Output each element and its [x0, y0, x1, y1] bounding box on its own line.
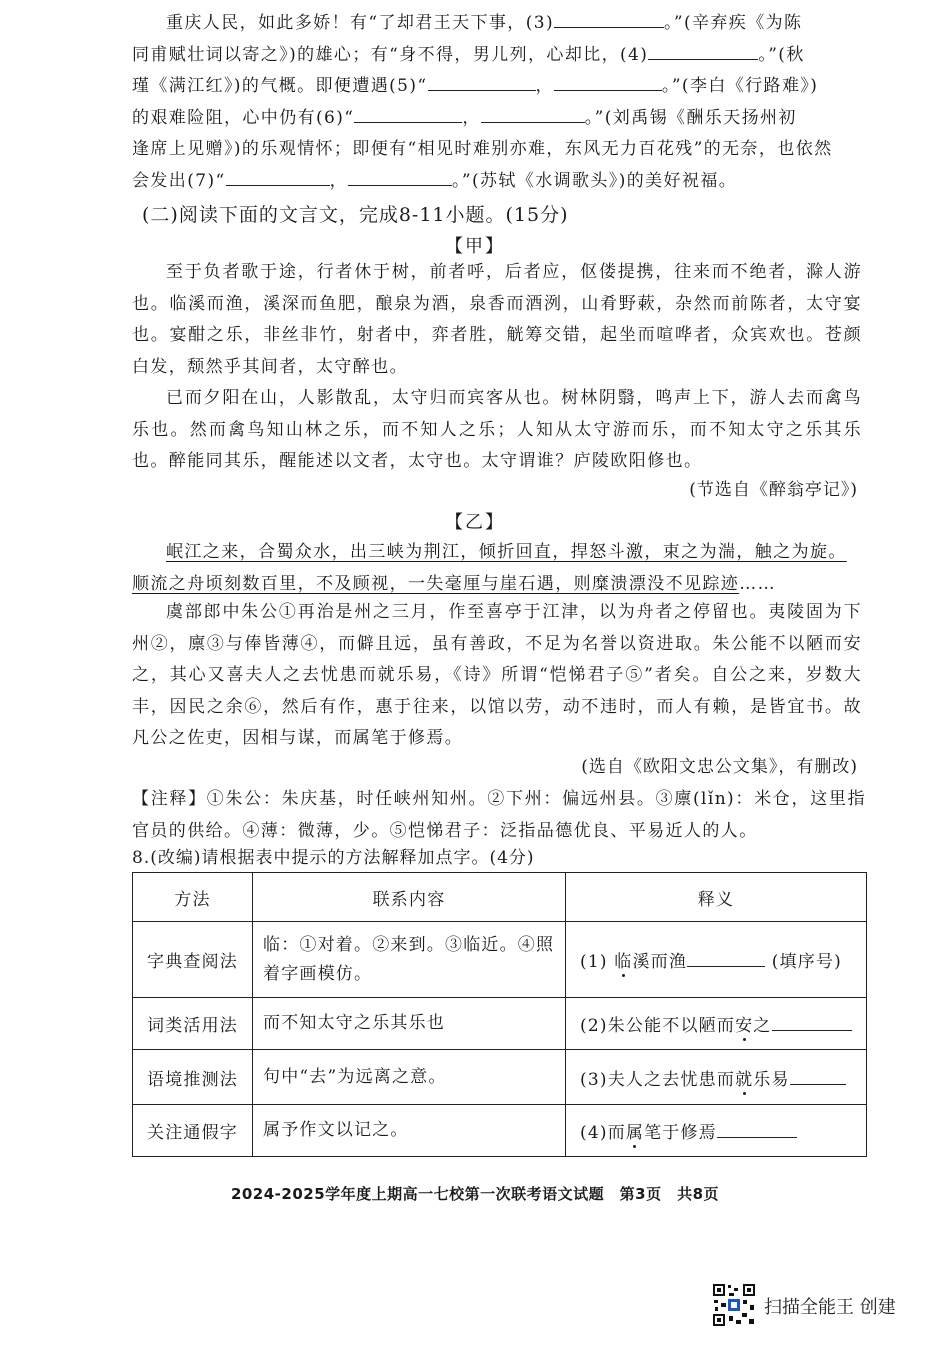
text-run: 笔于修焉: [644, 1123, 717, 1143]
qr-code-icon: [712, 1283, 756, 1327]
underlined-sentence-1: 岷江之来，合蜀众水，出三峡为荆江，倾折回直，捍怒斗激，束之为湍，触之为旋。: [166, 542, 847, 562]
passage-jia-source: (节选自《醉翁亭记》): [689, 480, 858, 500]
answer-blank-4[interactable]: [648, 41, 758, 60]
page-footer: 2024-2025学年度上期高一七校第一次联考语文试题 第3页 共8页: [230, 1185, 720, 1203]
passage-yi-source: (选自《欧阳文忠公文集》，有删改): [581, 757, 858, 777]
underlined-sentence-2: 顺流之舟顷刻数百里，不及顾视，一失毫厘与崖石遇，则糜溃漂没不见踪迹: [132, 573, 740, 594]
text-run: 。”(辛弃疾《为陈: [663, 13, 803, 33]
text-run: 同甫赋壮词以寄之》)的雄心；有“身不得，男儿列，心却比，(4): [132, 44, 649, 65]
text-run: 夫人之去忧患而: [607, 1069, 736, 1090]
dotted-char: 就: [735, 1069, 754, 1090]
content-cell: 属予作文以记之。: [253, 1105, 566, 1157]
method-cell: 关注通假字: [133, 1105, 253, 1157]
answer-blank-3[interactable]: [554, 9, 664, 28]
text-run: 的艰难险阻，心中仍有(6)“: [132, 107, 355, 128]
answer-blank-6b[interactable]: [481, 104, 585, 123]
answer-blank-6a[interactable]: [354, 104, 462, 123]
text-run: 朱公能不以陋而: [607, 1016, 736, 1036]
answer-cell: [566, 1105, 867, 1157]
answer-blank-8-4[interactable]: [717, 1119, 797, 1138]
dotted-char: 安: [735, 1016, 754, 1036]
scanner-watermark: 扫描全能王 创建: [764, 1297, 896, 1318]
question-8-prompt: 8.(改编)请根据表中提示的方法解释加点字。(4分): [132, 848, 535, 868]
item-number: (1): [580, 952, 608, 972]
answer-blank-8-2[interactable]: [772, 1012, 852, 1031]
text-run: ，: [462, 107, 481, 128]
passage-yi-paragraph-2: 虞部郎中朱公①再治是州之三月，作至喜亭于江津，以为舟者之停留也。夷陵固为下州②，廪③与俸皆薄④，而僻且远，虽有善政，不足为名誉以资进取。朱公能不以陋而安之，其心又喜夫人之去忧患而就乐易，《诗》所谓“恺悌君子⑤”者矣。自公之来，岁数大丰，因民之余⑥，然后有作，惠于往来，以馆以劳，动不违时，而人有赖，是皆宜书。故凡公之佐吏，因相与谋，而属笔于修焉。: [132, 602, 862, 748]
table-header-row: [133, 873, 867, 922]
header-content: 联系内容: [253, 873, 566, 922]
answer-blank-8-3[interactable]: [790, 1066, 846, 1085]
passage-jia-paragraph-1: 至于负者歌于途，行者休于树，前者呼，后者应，伛偻提携，往来而不绝者，滁人游也。临溪而渔，溪深而鱼肥，酿泉为酒，泉香而酒洌，山肴野蔌，杂然而前陈者，太守宴也。宴酣之乐，非丝非竹，射者中，弈者胜，觥筹交错，起坐而喧哗者，众宾欢也。苍颜白发，颓然乎其间者，太守醉也。: [132, 262, 862, 377]
header-method: 方法: [133, 873, 253, 922]
text-run: ，: [535, 76, 554, 96]
text-run: 逢席上见赠》)的乐观情怀；即便有“相见时难别亦难，东风无力百花残”的无奈，也依然: [132, 139, 833, 159]
fill-hint: (填序号): [771, 952, 842, 972]
text-run: 。”(刘禹锡《酬乐天扬州初: [584, 107, 797, 128]
text-run: 。”(秋: [758, 44, 805, 65]
content-cell: 而不知太守之乐其乐也: [253, 998, 566, 1050]
answer-cell: [566, 998, 867, 1050]
item-number: (2): [580, 1016, 608, 1036]
text-run: 溪而渔: [632, 952, 688, 972]
text-run: 乐易: [753, 1069, 790, 1090]
method-cell: 语境推测法: [133, 1050, 253, 1105]
method-cell: 字典查阅法: [133, 922, 253, 998]
answer-blank-7b[interactable]: [348, 167, 452, 186]
text-run: 。”(苏轼《水调歌头》)的美好祝福。: [451, 170, 738, 191]
item-number: (4): [580, 1123, 608, 1143]
table-row: [133, 1050, 867, 1105]
ellipsis: ……: [739, 573, 777, 594]
passage-label-jia: 【甲】: [445, 236, 505, 257]
text-run: 重庆人民，如此多娇！有“了却君王天下事，(3): [166, 13, 554, 33]
answer-blank-7a[interactable]: [226, 167, 330, 186]
answer-cell: [566, 922, 867, 998]
answer-blank-8-1[interactable]: [687, 948, 765, 967]
dotted-char: 属: [625, 1123, 645, 1143]
answer-blank-5a[interactable]: [428, 72, 536, 91]
content-cell: 临：①对着。②来到。③临近。④照着字画模仿。: [253, 922, 566, 998]
method-table: [132, 872, 867, 1157]
method-cell: 词类活用法: [133, 998, 253, 1050]
answer-cell: [566, 1050, 867, 1105]
table-row: [133, 1105, 867, 1157]
header-meaning: 释义: [566, 873, 867, 922]
passage-label-yi: 【乙】: [445, 512, 505, 533]
table-row: [133, 998, 867, 1050]
text-run: ，: [329, 170, 348, 191]
passage-yi-underlined: [132, 537, 862, 600]
dotted-char: 临: [614, 952, 633, 972]
text-run: 会发出(7)“: [132, 170, 226, 191]
table-row: [133, 922, 867, 998]
text-run: 而: [607, 1123, 626, 1143]
section-heading: (二)阅读下面的文言文，完成8-11小题。(15分): [142, 204, 569, 226]
passage-jia-paragraph-2: 已而夕阳在山，人影散乱，太守归而宾客从也。树林阴翳，鸣声上下，游人去而禽鸟乐也。然而禽鸟知山林之乐，而不知人之乐；人知从太守游而乐，而不知太守之乐其乐也。醉能同其乐，醒能述以文者，太守也。太守谓谁？庐陵欧阳修也。: [132, 388, 862, 471]
text-run: 。”(李白《行路难》): [661, 76, 819, 96]
content-cell: 句中“去”为远离之意。: [253, 1050, 566, 1105]
text-run: 瑾《满江红》)的气概。即便遭遇(5)“: [132, 76, 428, 96]
answer-blank-5b[interactable]: [554, 72, 662, 91]
annotations: 【注释】①朱公：朱庆基，时任峡州知州。②下州：偏远州县。③廪(lǐn)：米仓，这里指官员的供给。④薄：微薄，少。⑤恺悌君子：泛指品德优良、平易近人的人。: [132, 789, 866, 841]
poem-fill-paragraph: [132, 8, 862, 197]
text-run: 之: [753, 1016, 772, 1036]
item-number: (3): [580, 1069, 608, 1090]
